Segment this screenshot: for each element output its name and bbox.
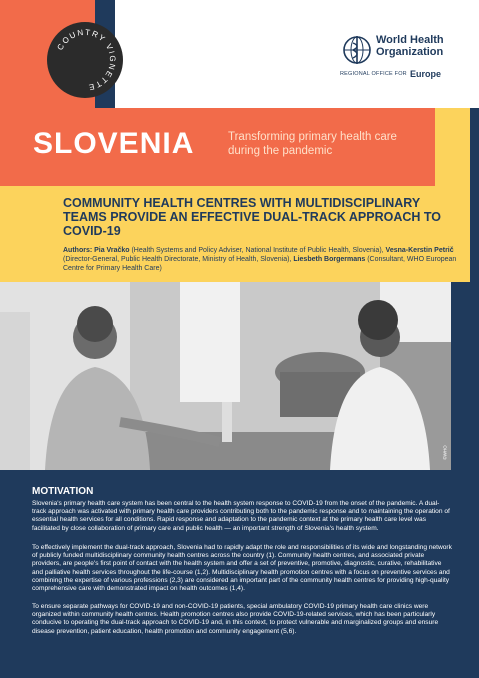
author-1: Pia Vračko bbox=[94, 247, 130, 254]
country-vignette-badge bbox=[47, 22, 123, 98]
right-blue-strip bbox=[470, 108, 479, 282]
who-name: World Health Organization bbox=[376, 34, 444, 58]
motivation-paragraph-1: Slovenia's primary health care system has been central to the health system response to COVID-19 from the onset of the pandemic. A dual-track approach was activated with primary health care providers contributing both to the pandemic response and to maintaining the operation of essential health services for all conditions. Rapid response and adaptation to the pandemic context at the primary health care level was facilitated by close collaboration of primary care and public health — an important strength of Slovenia's health system. bbox=[32, 500, 450, 532]
author-3-role: (Consultant, WHO European Centre for Primary Health Care) bbox=[63, 256, 457, 272]
motivation-paragraph-2: To effectively implement the dual-track approach, Slovenia had to rapidly adapt the role and responsibilities of its wide and longstanding network of publicly funded multidisciplinary community health centres across the country (1). Community health centres, and associated private providers, are people's first point of contact with the health system and offer a set of preventive, promotive, diagnostic, curative, rehabilitative and palliative health services throughout the life-course (1,2). Multidisciplinary health promotion centres with a focus on preventive services and combining the expertise of various professions (2,3) are considered an important part of the community health centres for providing high-quality comprehensive care with demonstrated impact on health outcomes (1,4). bbox=[32, 544, 452, 593]
who-regional-office: REGIONAL OFFICE FOR bbox=[340, 71, 407, 77]
article-heading: COMMUNITY HEALTH CENTRES WITH MULTIDISCIPLINARY TEAMS PROVIDE AN EFFECTIVE DUAL-TRACK APPROACH TO COVID-19 bbox=[63, 196, 442, 238]
motivation-heading: MOTIVATION bbox=[32, 486, 94, 497]
authors-line bbox=[63, 246, 458, 273]
photo-credit: ©WHO bbox=[442, 445, 448, 460]
author-1-role: (Health Systems and Policy Adviser, National Institute of Public Health, Slovenia), bbox=[129, 247, 386, 254]
author-3: Liesbeth Borgermans bbox=[293, 256, 366, 263]
who-emblem-icon bbox=[340, 33, 374, 67]
country-title: SLOVENIA bbox=[33, 127, 195, 160]
svg-text:COUNTRY VIGNETTE bbox=[55, 28, 117, 92]
author-2: Vesna-Kerstin Petrič bbox=[385, 247, 454, 254]
vignette-text: COUNTRY VIGNETTE bbox=[55, 27, 118, 92]
cover-photo bbox=[0, 282, 451, 470]
photo-illustration bbox=[0, 282, 451, 470]
who-logo bbox=[340, 33, 470, 83]
authors-label: Authors: bbox=[63, 247, 95, 254]
author-2-role: (Director-General, Public Health Directorate, Ministry of Health, Slovenia), bbox=[63, 256, 294, 263]
photo-side-strip bbox=[451, 282, 479, 470]
motivation-paragraph-3: To ensure separate pathways for COVID-19 and non-COVID-19 patients, special ambulatory COVID-19 primary health care clinics were organized within community health centres. Health promotion centres also provide COVID-19-related services, which has been particularly conducive to operating the dual-track approach to COVID-19 and, in this context, to protect vulnerable and marginalized groups and ensure disease prevention, patient education, health promotion and community engagement (5,6). bbox=[32, 603, 439, 635]
who-europe: Europe bbox=[410, 69, 442, 79]
vignette-ring-icon bbox=[47, 22, 123, 98]
country-subtitle: Transforming primary health care during the pandemic bbox=[228, 131, 397, 157]
